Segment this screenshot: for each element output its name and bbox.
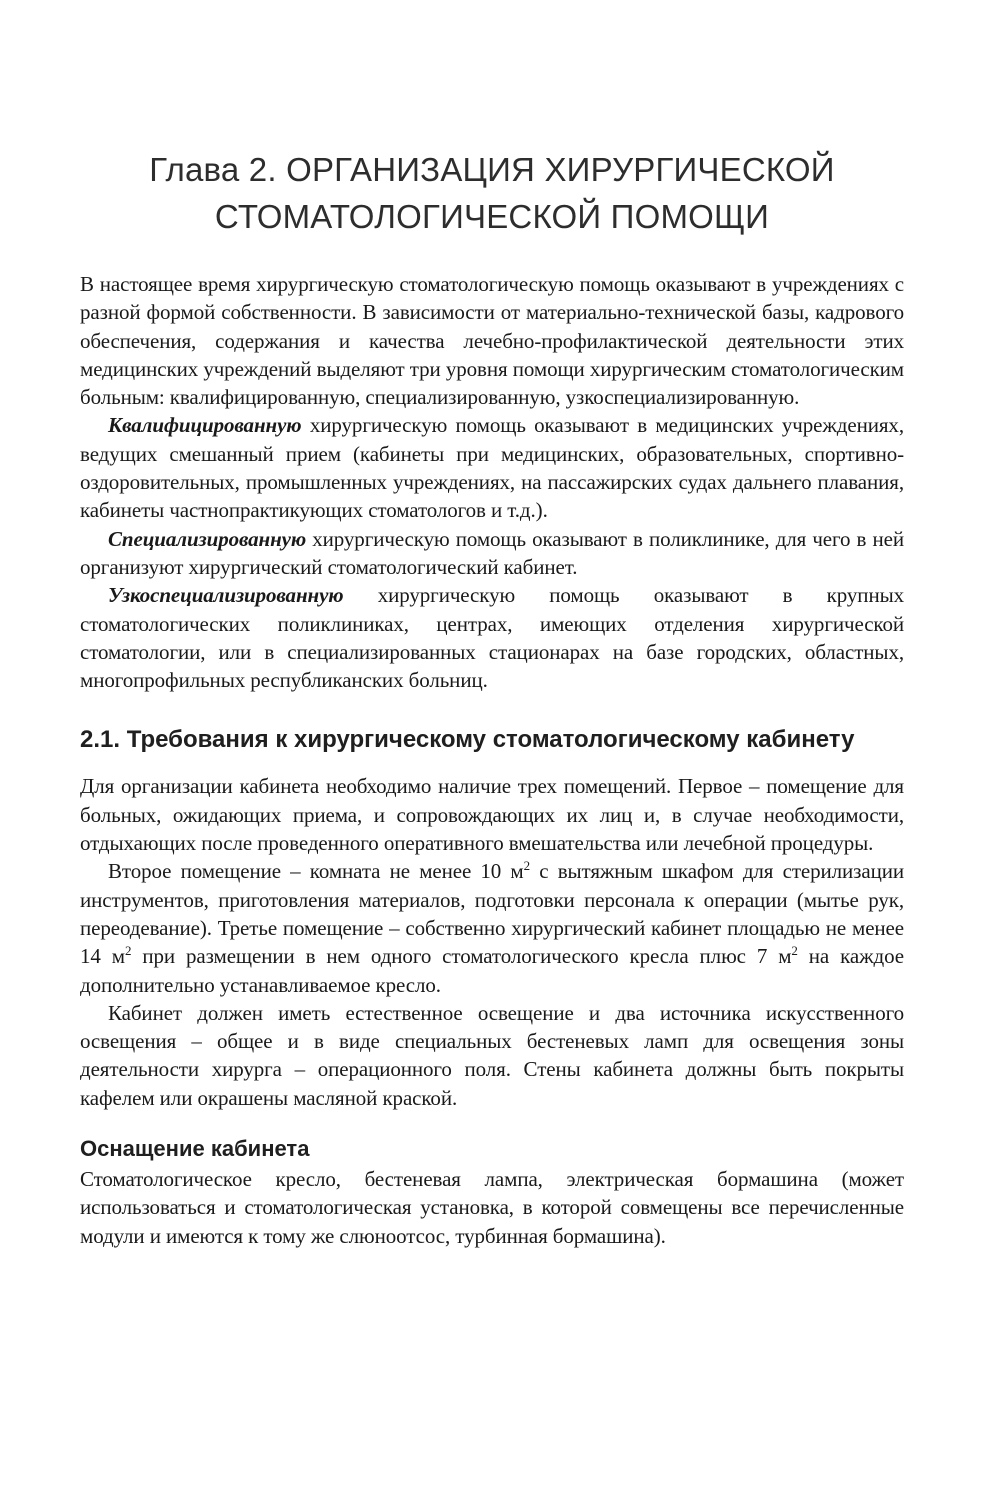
paragraph [80, 772, 904, 857]
emphasized-term: Квалифицированную [108, 413, 302, 438]
superscript: 2 [523, 858, 531, 874]
text-segment: хирургическую помощь оказывают в крупных стоматологических поликлиниках, центрах, имеющих отделения хирургической стоматологии, или в специализированных стационарах на базе городских, областных, многопрофильных республиканских больниц. [80, 583, 904, 693]
chapter-title-line2: СТОМАТОЛОГИЧЕСКОЙ ПОМОЩИ [214, 198, 770, 235]
emphasized-term: Узкоспециализированную [108, 583, 344, 608]
superscript: 2 [791, 943, 798, 959]
superscript: 2 [124, 943, 132, 959]
section-heading: 2.1. Требования к хирургическому стоматологическому кабинету [80, 726, 855, 754]
page-content [80, 270, 904, 1250]
text-segment: на каждое дополнительно устанавливаемое кресло. [80, 944, 904, 997]
text-segment: при размещении в нем одного стоматологического кресла плюс 7 м [131, 944, 792, 969]
text-segment: Для организации кабинета необходимо наличие трех помещений. Первое – помещение для больных, ожидающих приема, и сопровождающих их лиц и, в случае необходимости, отдыхающих после проведенного оперативного вмешательства или лечебной процедуры. [80, 774, 904, 856]
text-segment: хирургическую помощь оказывают в медицинских учреждениях, ведущих смешанный прием (кабинеты при медицинских, образовательных, спортивно-оздоровительных, промышленных учреждениях, на пассажирских судах дальнего плавания, кабинеты частнопрактикующих стоматологов и т.д.). [80, 413, 904, 523]
emphasized-term: Специализированную [108, 526, 307, 551]
text-segment: Второе помещение – комната не менее 10 м [108, 859, 524, 884]
chapter-title-line1: Глава 2. ОРГАНИЗАЦИЯ ХИРУРГИЧЕСКОЙ [149, 151, 835, 188]
paragraph [80, 999, 904, 1112]
paragraph [80, 1165, 904, 1250]
subsection-heading: Оснащение кабинета [80, 1136, 310, 1162]
paragraph [80, 411, 904, 524]
paragraph [80, 857, 904, 998]
paragraph [80, 270, 904, 411]
text-segment: хирургическую помощь оказывают в поликлинике, для чего в ней организуют хирургический стоматологический кабинет. [80, 526, 904, 579]
text-segment: с вытяжным шкафом для стерилизации инструментов, приготовления материалов, подготовки персонала к операции (мытье рук, переодевание). Третье помещение – собственно хирургический кабинет площадью не менее 14 м [80, 859, 904, 969]
paragraph [80, 581, 904, 694]
chapter-title [80, 146, 904, 240]
text-column [80, 0, 904, 1250]
text-segment: Кабинет должен иметь естественное освещение и два источника искусственного освещения – общее и в виде специальных бестеневых ламп для освещения зоны деятельности хирурга – операционного поля. Стены кабинета должны быть покрыты кафелем или окрашены масляной краской. [80, 1000, 904, 1110]
text-segment: В настоящее время хирургическую стоматологическую помощь оказывают в учреждениях с разной формой собственности. В зависимости от материально-технической базы, кадрового обеспечения, содержания и качества лечебно-профилактической деятельности этих медицинских учреждений выделяют три уровня помощи хирургическим стоматологическим больным: квалифицированную, специализированную, узкоспециализированную. [80, 272, 904, 410]
paragraph [80, 525, 904, 582]
text-segment: Стоматологическое кресло, бестеневая лампа, электрическая бормашина (может использоваться и стоматологическая установка, в которой совмещены все перечисленные модули и имеются к тому же слюноотсос, турбинная бормашина). [80, 1167, 904, 1248]
